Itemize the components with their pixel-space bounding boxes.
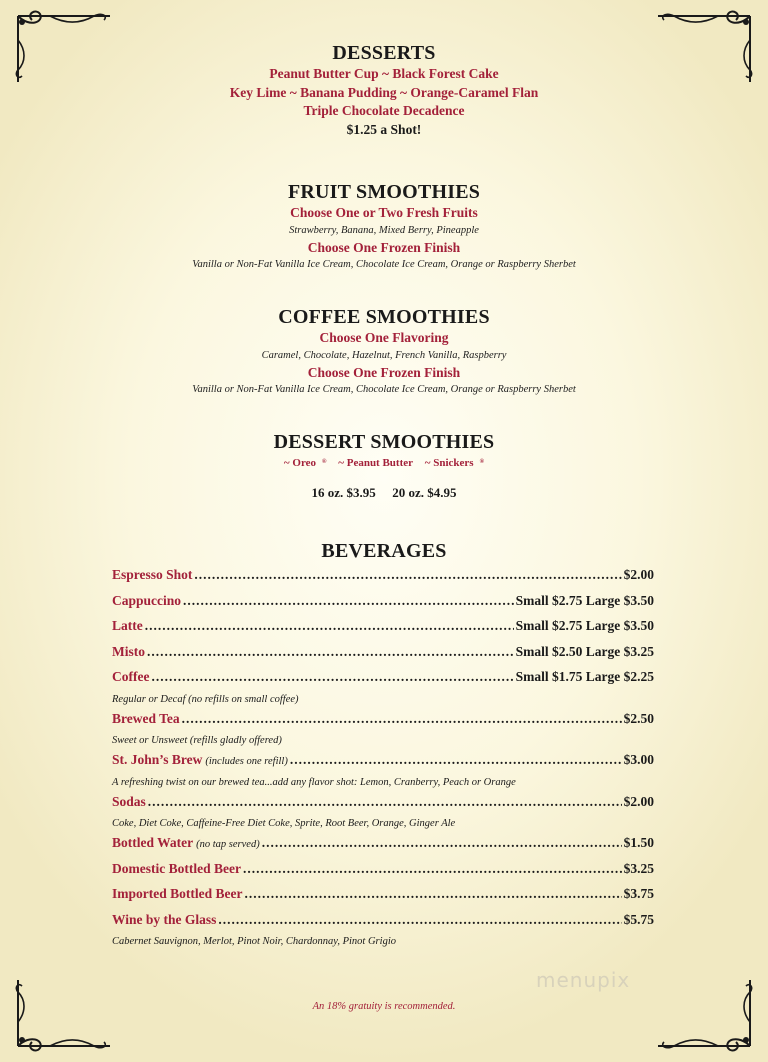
desserts-section (0, 42, 768, 139)
fruit-smoothies-title: FRUIT SMOOTHIES (287, 181, 481, 203)
coffee-choose-2: Choose One Frozen Finish (307, 364, 461, 380)
menu-item: Bottled Water (no tap served) ..... $1.50 (112, 835, 654, 861)
menu-item: Wine by the Glass ..... $5.75 (112, 912, 654, 938)
corner-flourish-icon (648, 972, 758, 1052)
coffee-choose-1: Choose One Flavoring (319, 330, 449, 345)
gratuity-note: An 18% gratuity is recommended. (312, 1001, 456, 1012)
desserts-title: DESSERTS (332, 42, 436, 64)
menu-item-description: Coke, Diet Coke, Caffeine-Free Diet Coke, Sprite, Root Beer, Orange, Ginger Ale (112, 818, 456, 829)
fruit-choose-1: Choose One or Two Fresh Fruits (290, 205, 478, 220)
menu-item: Misto ..... Small $2.50 Large $3.25 (112, 644, 654, 670)
coffee-options-1: Caramel, Chocolate, Hazelnut, French Vanilla, Raspberry (261, 349, 507, 361)
dessert-smoothie-options (0, 454, 768, 473)
menu-item: Espresso Shot ..... $2.00 (112, 567, 654, 593)
dessert-smoothies-section (0, 431, 768, 501)
fruit-options-1: Strawberry, Banana, Mixed Berry, Pineapple (289, 224, 479, 236)
dessert-smoothie-peanut-butter: ~ Peanut Butter (338, 457, 414, 469)
dessert-smoothie-prices (0, 485, 768, 501)
menu-item: Cappuccino ..... Small $2.75 Large $3.50 (112, 593, 654, 619)
coffee-options-2: Vanilla or Non-Fat Vanilla Ice Cream, Chocolate Ice Cream, Orange or Raspberry Sherbet (192, 384, 576, 395)
fruit-options-2: Vanilla or Non-Fat Vanilla Ice Cream, Chocolate Ice Cream, Orange or Raspberry Sherbet (192, 259, 576, 270)
fruit-choose-2: Choose One Frozen Finish (307, 239, 461, 255)
price-16oz: 16 oz. $3.95 (311, 484, 376, 500)
beverages-list (112, 567, 654, 953)
menu-item: Domestic Bottled Beer ..... $3.25 (112, 861, 654, 887)
menu-item: St. John’s Brew (includes one refill) ..... $3.00 (112, 752, 654, 778)
menu-item: Coffee ..... Small $1.75 Large $2.25 (112, 669, 654, 695)
desserts-price: $1.25 a Shot! (346, 121, 422, 137)
coffee-smoothies-title: COFFEE SMOOTHIES (278, 306, 490, 328)
menu-item: Brewed Tea ..... $2.50 (112, 711, 654, 737)
desserts-line-1: Peanut Butter Cup ~ Black Forest Cake (269, 66, 499, 81)
desserts-line-2: Key Lime ~ Banana Pudding ~ Orange-Caramel Flan (229, 84, 539, 100)
menu-item: Latte ..... Small $2.75 Large $3.50 (112, 618, 654, 644)
dessert-smoothies-title: DESSERT SMOOTHIES (273, 431, 495, 453)
dessert-smoothie-oreo: ~ Oreo ® (283, 457, 327, 469)
menu-item-description: Regular or Decaf (no refills on small coffee) (112, 693, 299, 705)
desserts-line-3: Triple Chocolate Decadence (303, 103, 465, 118)
corner-flourish-icon (10, 972, 120, 1052)
dessert-smoothie-snickers: ~ Snickers ® (424, 457, 485, 469)
menu-item: Imported Bottled Beer ..... $3.75 (112, 886, 654, 912)
watermark-logo: menupix (536, 968, 631, 992)
menu-item: Sodas ..... $2.00 (112, 794, 654, 820)
beverages-section (0, 540, 768, 563)
menu-item-description: Cabernet Sauvignon, Merlot, Pinot Noir, Chardonnay, Pinot Grigio (112, 936, 396, 947)
fruit-smoothies-section (0, 181, 768, 273)
coffee-smoothies-section (0, 306, 768, 398)
price-20oz: 20 oz. $4.95 (392, 484, 457, 500)
menu-item-description: A refreshing twist on our brewed tea...add any flavor shot: Lemon, Cranberry, Peach or Orange (112, 776, 516, 788)
beverages-title: BEVERAGES (321, 540, 447, 562)
menu-item-description: Sweet or Unsweet (refills gladly offered) (112, 735, 282, 746)
